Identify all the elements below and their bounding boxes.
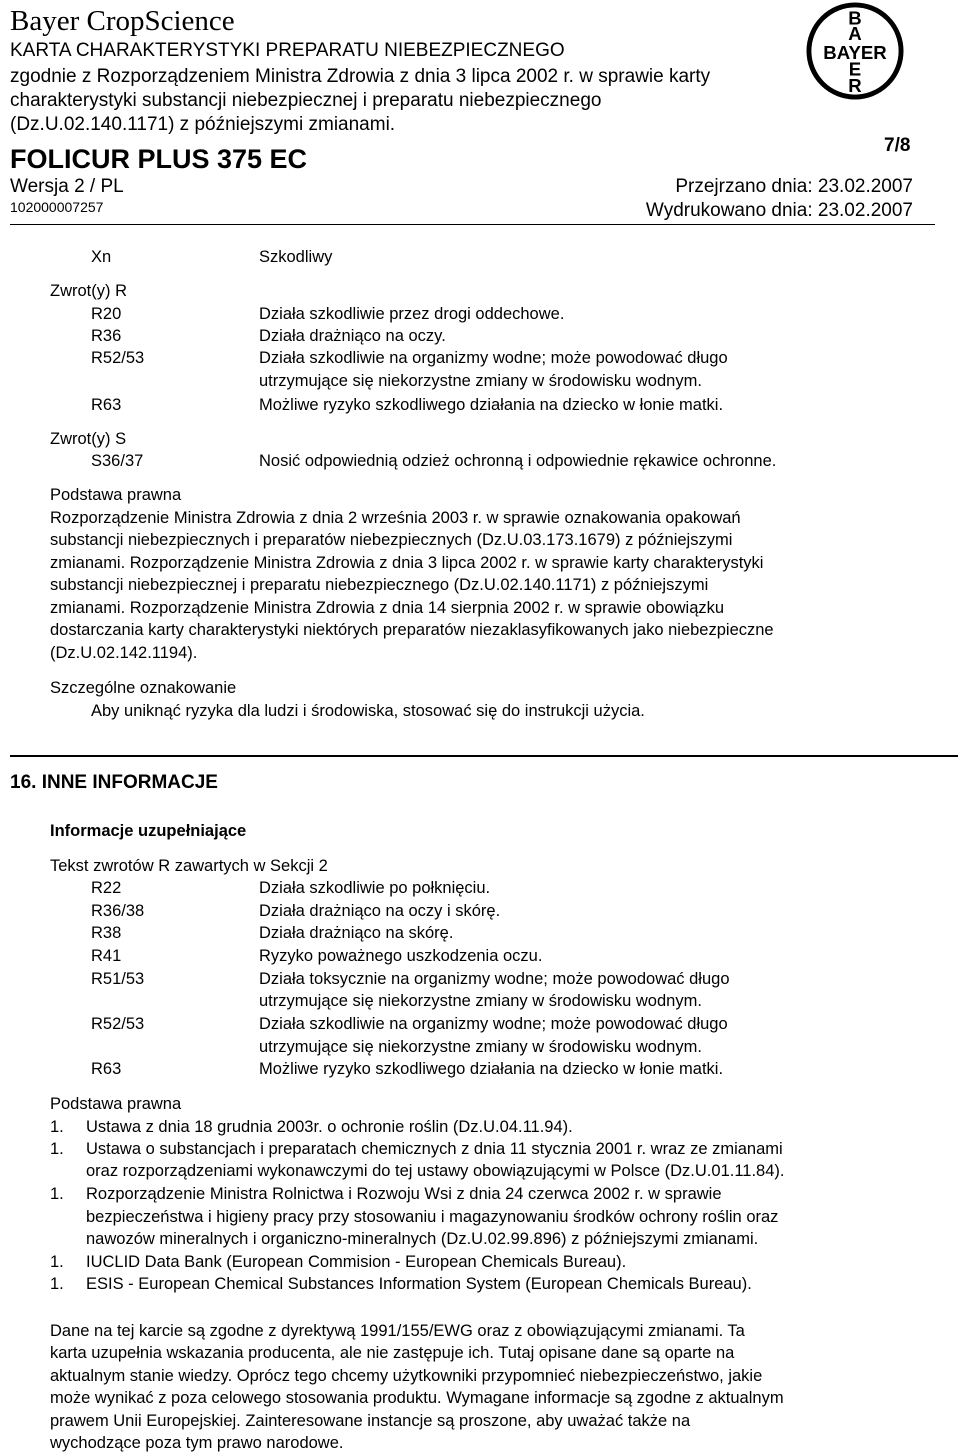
r-phrase-code: R63 — [91, 396, 122, 414]
reviewed-date: Przejrzano dnia: 23.02.2007 — [675, 176, 913, 197]
r-phrase-code: R52/53 — [91, 349, 145, 367]
r-code: R51/53 — [91, 970, 145, 988]
r-text-title: Tekst zwrotów R zawartych w Sekcji 2 — [50, 857, 328, 875]
r-phrases-title: Zwrot(y) R — [50, 282, 127, 300]
legal-basis-line: zmianami. Rozporządzenie Ministra Zdrowia z dnia 3 lipca 2002 r. w sprawie karty charakterystyki — [50, 554, 764, 572]
legal-basis-line: dostarczania karty charakterystyki niektórych preparatów niezaklasyfikowanych jako niebezpieczne — [50, 621, 774, 639]
legal-basis-line: Rozporządzenie Ministra Zdrowia z dnia 2 września 2003 r. w sprawie oznakowania opakowań — [50, 509, 741, 527]
closing-line: wychodzące poza tym prawo narodowe. — [50, 1434, 344, 1452]
legal-basis-line: (Dz.U.02.142.1194). — [50, 644, 198, 662]
version-label: Wersja — [10, 176, 69, 197]
section-16-subtitle: Informacje uzupełniające — [50, 822, 247, 840]
r-code: R22 — [91, 879, 122, 897]
material-code: 102000007257 — [10, 199, 104, 215]
r-phrase-text: utrzymujące się niekorzystne zmiany w środowisku wodnym. — [259, 372, 702, 390]
closing-line: Dane na tej karcie są zgodne z dyrektywą 1991/155/EWG oraz z obowiązującymi zmianami. Ta — [50, 1322, 745, 1340]
r-code: R41 — [91, 947, 122, 965]
reference-text: ESIS - European Chemical Substances Information System (European Chemicals Bureau). — [86, 1275, 752, 1293]
closing-line: aktualnym stanie wiedzy. Oprócz tego chcemy użytkowniki przypomnieć niebezpieczeństwo, jakie — [50, 1367, 763, 1385]
reference-number: 1. — [50, 1118, 64, 1136]
regulation-line-3: (Dz.U.02.140.1171) z późniejszymi zmianami. — [10, 114, 396, 135]
reference-text: Ustawa z dnia 18 grudnia 2003r. o ochronie roślin (Dz.U.04.11.94). — [86, 1118, 573, 1136]
r-phrase-text: Działa drażniąco na oczy. — [259, 327, 446, 345]
company-name: Bayer CropScience — [10, 5, 235, 37]
reference-number: 1. — [50, 1253, 64, 1271]
reference-text: oraz rozporządzeniami wykonawczymi do tej ustawy obowiązującymi w Polsce (Dz.U.01.11.84). — [86, 1162, 785, 1180]
page-number: 7/8 — [884, 135, 911, 156]
reference-number: 1. — [50, 1140, 64, 1158]
r-text: Działa szkodliwie po połknięciu. — [259, 879, 491, 897]
reference-number: 1. — [50, 1275, 64, 1293]
r-text: Działa drażniąco na skórę. — [259, 924, 454, 942]
svg-text:BAYER: BAYER — [823, 41, 887, 63]
reference-text: Ustawa o substancjach i preparatach chemicznych z dnia 11 stycznia 2001 r. wraz ze zmianami — [86, 1140, 783, 1158]
r-phrase-text: Działa szkodliwie przez drogi oddechowe. — [259, 305, 565, 323]
header-divider — [10, 224, 935, 225]
version — [10, 176, 124, 198]
svg-text:E: E — [848, 58, 862, 80]
s-phrase-code: S36/37 — [91, 452, 144, 470]
printed-date: Wydrukowano dnia: 23.02.2007 — [645, 200, 913, 221]
bayer-logo — [806, 2, 904, 100]
reference-text: Rozporządzenie Ministra Rolnictwa i Rozwoju Wsi z dnia 24 czerwca 2002 r. w sprawie — [86, 1185, 722, 1203]
r-text: utrzymujące się niekorzystne zmiany w środowisku wodnym. — [259, 992, 702, 1010]
section-16-title: 16. INNE INFORMACJE — [10, 772, 218, 793]
special-labelling-text: Aby uniknąć ryzyka dla ludzi i środowiska, stosować się do instrukcji użycia. — [91, 702, 645, 720]
references-title: Podstawa prawna — [50, 1095, 182, 1113]
r-code: R52/53 — [91, 1015, 145, 1033]
s-phrases-title: Zwrot(y) S — [50, 430, 127, 448]
r-code: R63 — [91, 1060, 122, 1078]
svg-text:A: A — [848, 23, 862, 45]
r-code: R36/38 — [91, 902, 145, 920]
closing-line: karta uzupełnia wskazania producenta, ale nie zastępuje ich. Tutaj opisane dane są oparte na — [50, 1344, 735, 1362]
legal-basis-title: Podstawa prawna — [50, 486, 182, 504]
version-value: 2 / PL — [74, 176, 124, 197]
s-phrase-text: Nosić odpowiednią odzież ochronną i odpowiednie rękawice ochronne. — [259, 452, 777, 470]
hazard-symbol-desc: Szkodliwy — [259, 248, 333, 266]
regulation-line-1: zgodnie z Rozporządzeniem Ministra Zdrowia z dnia 3 lipca 2002 r. w sprawie karty — [10, 66, 711, 87]
r-text: Możliwe ryzyko szkodliwego działania na dziecko w łonie matki. — [259, 1060, 724, 1078]
section-divider — [10, 755, 958, 757]
hazard-symbol: Xn — [91, 248, 112, 266]
r-phrase-text: Działa szkodliwie na organizmy wodne; może powodować długo — [259, 349, 728, 367]
r-text: Działa drażniąco na oczy i skórę. — [259, 902, 501, 920]
r-phrase-code: R36 — [91, 327, 122, 345]
document-title: KARTA CHARAKTERYSTYKI PREPARATU NIEBEZPIECZNEGO — [10, 40, 565, 61]
legal-basis-line: zmianami. Rozporządzenie Ministra Zdrowia z dnia 14 sierpnia 2002 r. w sprawie obowiązku — [50, 599, 725, 617]
r-text: Ryzyko poważnego uszkodzenia oczu. — [259, 947, 543, 965]
reference-text: IUCLID Data Bank (European Commision - European Chemicals Bureau). — [86, 1253, 627, 1271]
legal-basis-line: substancji niebezpiecznej i preparatu niebezpiecznego (Dz.U.02.140.1171) z późniejszymi — [50, 576, 709, 594]
r-text: Działa szkodliwie na organizmy wodne; może powodować długo — [259, 1015, 728, 1033]
reference-number: 1. — [50, 1185, 64, 1203]
r-phrase-code: R20 — [91, 305, 122, 323]
r-phrase-text: Możliwe ryzyko szkodliwego działania na dziecko w łonie matki. — [259, 396, 724, 414]
closing-line: może wynikać z poza celowego stosowania produktu. Wymagane informacje są zgodne z aktualnym — [50, 1389, 784, 1407]
r-text: utrzymujące się niekorzystne zmiany w środowisku wodnym. — [259, 1038, 702, 1056]
product-name: FOLICUR PLUS 375 EC — [10, 144, 308, 174]
regulation-line-2: charakterystyki substancji niebezpiecznej i preparatu niebezpiecznego — [10, 90, 602, 111]
closing-line: prawem Unii Europejskiej. Zainteresowane instancje są proszone, aby uważać także na — [50, 1412, 691, 1430]
reference-text: nawozów mineralnych i organiczno-mineralnych (Dz.U.02.99.896) z późniejszymi zmianami. — [86, 1230, 759, 1248]
legal-basis-line: substancji niebezpiecznych i preparatów niebezpiecznych (Dz.U.03.173.1679) z późniejszymi — [50, 531, 733, 549]
special-labelling-title: Szczególne oznakowanie — [50, 679, 237, 697]
svg-text:R: R — [848, 75, 862, 97]
r-text: Działa toksycznie na organizmy wodne; może powodować długo — [259, 970, 730, 988]
r-code: R38 — [91, 924, 122, 942]
reference-text: bezpieczeństwa i higieny pracy przy stosowaniu i magazynowaniu środków ochrony roślin oraz — [86, 1208, 779, 1226]
svg-text:B: B — [848, 7, 862, 29]
